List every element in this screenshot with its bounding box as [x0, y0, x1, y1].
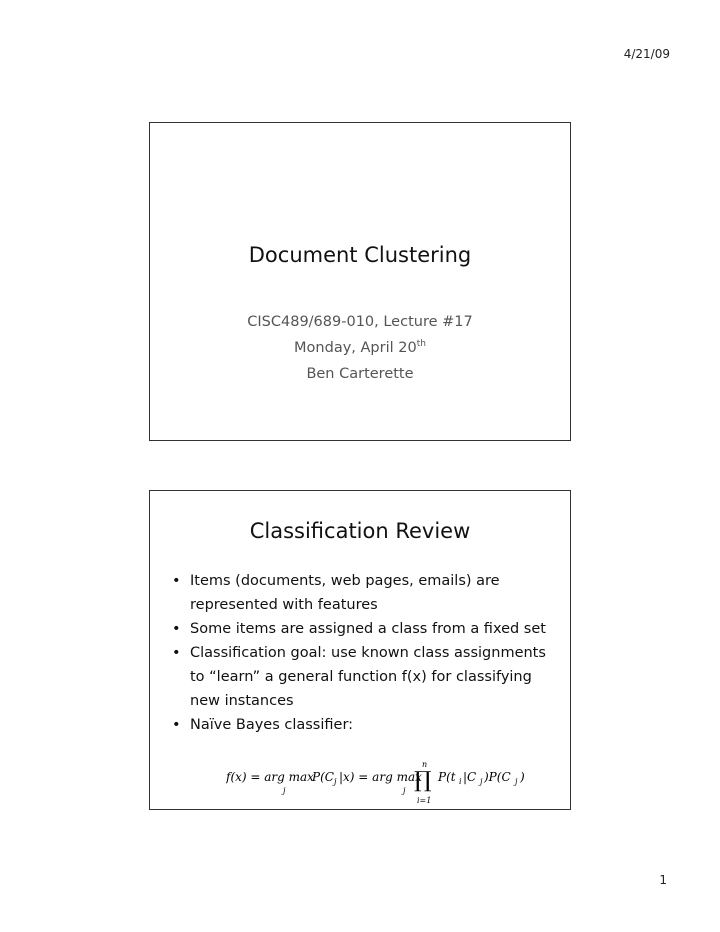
- formula-posterior: P(C: [312, 770, 334, 784]
- product-symbol: ∏: [414, 768, 432, 793]
- bullet-item: • Some items are assigned a class from a fixed set: [172, 621, 546, 637]
- formula-close: ): [520, 770, 525, 784]
- product-top: n: [422, 761, 428, 769]
- page-number: 1: [659, 873, 667, 887]
- formula-sub-j-4: j: [515, 777, 518, 786]
- formula-likelihood: P(t: [438, 770, 456, 784]
- formula-cond: |C: [463, 770, 477, 784]
- product-bottom: i=1: [417, 796, 432, 805]
- formula-sub-j: j: [334, 777, 337, 786]
- formula-sub-i: i: [459, 777, 462, 786]
- bullet-item: • Items (documents, web pages, emails) are represented with features: [172, 573, 500, 613]
- formula-mid: |x) = arg max: [339, 770, 422, 784]
- course-line: CISC489/689-010, Lecture #17: [247, 314, 473, 330]
- slide-title: Classification Review: [249, 519, 471, 543]
- bullet-item: • Classification goal: use known class assignments to “learn” a general function f(x) for classifying new instances: [172, 645, 546, 709]
- lecture-date-line: Monday, April 20th: [294, 339, 426, 356]
- formula-sub-j-3: j: [480, 777, 483, 786]
- bullet-item: • Naïve Bayes classifier:: [172, 717, 354, 733]
- formula-prior: )P(C: [484, 770, 511, 784]
- slide-classification-review: [149, 490, 571, 810]
- slide-title: Document Clustering: [248, 243, 472, 267]
- slide-subtitle: [150, 309, 570, 387]
- author-line: Ben Carterette: [306, 366, 414, 382]
- slide-title-slide: [149, 122, 571, 441]
- argmax-sub-j: j: [283, 786, 286, 795]
- page-date: 4/21/09: [623, 47, 670, 61]
- formula-lhs: f(x) = arg max: [226, 770, 314, 784]
- date-superscript: th: [416, 339, 426, 350]
- bullet-list: [172, 569, 550, 737]
- argmax-sub-j-2: j: [403, 786, 406, 795]
- naive-bayes-formula: [226, 761, 526, 817]
